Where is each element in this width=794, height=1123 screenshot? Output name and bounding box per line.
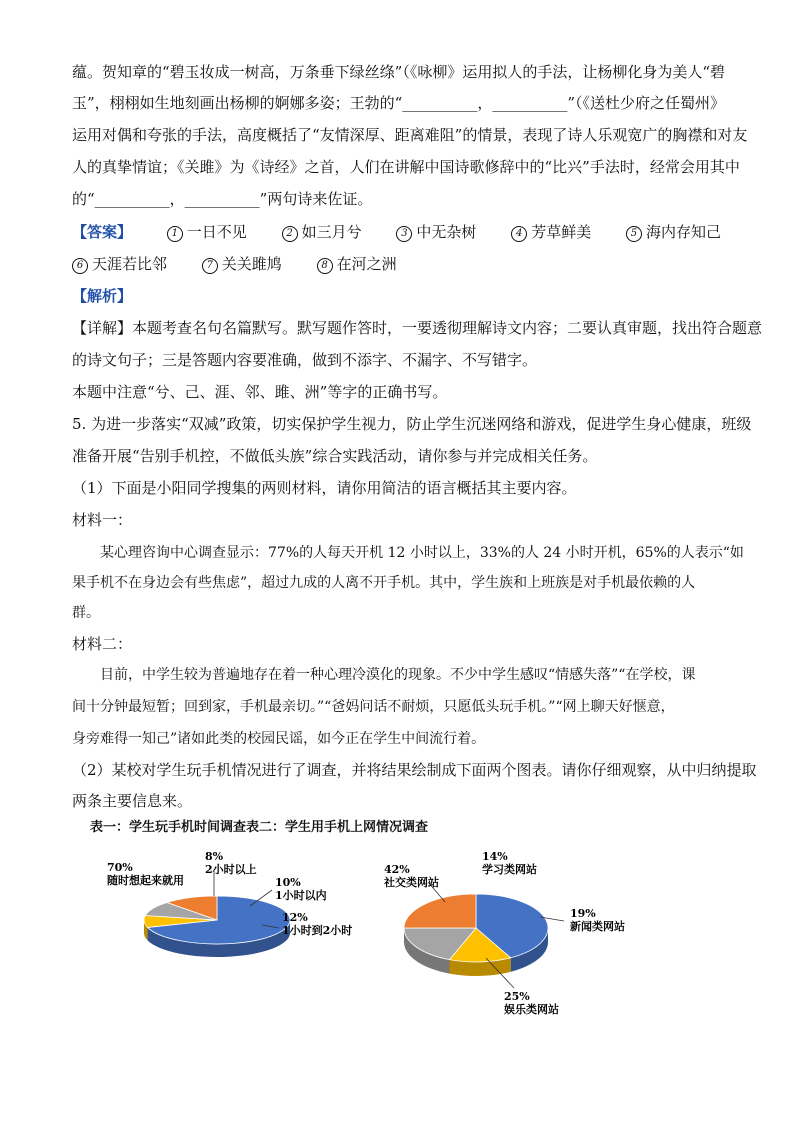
category-label: 2小时以上 [205, 863, 257, 876]
material2-line-3: 身旁难得一知己”诸如此类的校园民谣，如今正在学生中间流行着。 [72, 731, 486, 747]
intro-line-2: 玉”，栩栩如生地刻画出杨柳的婀娜多姿；王勃的“__________，__________”（《送杜少府之任蜀州》 [72, 94, 726, 112]
material2-line-2: 间十分钟最短暂；回到家，手机最亲切。”“爸妈问话不耐烦，只愿低头玩手机。”“网上聊天好惬意， [72, 699, 675, 715]
q5-sub2-line-2: 两条主要信息来。 [72, 792, 193, 810]
detail-line-2: 的诗文句子；三是答题内容要准确，做到不添字、不漏字、不写错字。 [72, 351, 538, 369]
detail-line-1: 【详解】本题考查名句名篇默写。默写题作答时，一要透彻理解诗文内容；二要认真审题，找出符合题意 [72, 319, 763, 337]
data-label: 70% [107, 861, 133, 874]
answer-text: 在河之洲 [336, 255, 397, 273]
answer-text: 关关雎鸠 [221, 255, 282, 273]
data-label: 10% [275, 876, 301, 889]
data-label: 14% [482, 850, 508, 863]
category-label: 社交类网站 [384, 876, 439, 889]
answer-text: 一日不见 [186, 223, 247, 241]
pie-chart-1 [107, 850, 352, 957]
material1-line-1: 某心理咨询中心调查显示：77%的人每天开机 12 小时以上，33%的人 24 小时开机，65%的人表示“如 [100, 545, 744, 561]
circled-number: 3 [396, 226, 412, 242]
material1-label: 材料一： [72, 511, 133, 529]
material2-label: 材料二： [72, 635, 133, 653]
category-label: 学习类网站 [482, 863, 537, 876]
data-label: 19% [570, 907, 596, 920]
intro-line-5: 的“__________，__________”两句诗来佐证。 [72, 190, 373, 208]
data-label: 25% [504, 990, 530, 1003]
material1-line-3: 群。 [72, 605, 100, 621]
category-label: 1小时到2小时 [282, 924, 353, 937]
material1-line-2: 果手机不在身边会有些焦虑”，超过九成的人离不开手机。其中，学生族和上班族是对手机最依赖的人 [72, 575, 696, 591]
circled-number: 1 [167, 226, 183, 242]
answer-text: 如三月兮 [301, 223, 362, 241]
circled-number: 8 [317, 258, 333, 274]
analysis-label: 【解析】 [72, 287, 133, 305]
answer-text: 天涯若比邻 [92, 255, 168, 273]
q5-line-1: 5. 为进一步落实“双减”政策，切实保护学生视力，防止学生沉迷网络和游戏，促进学生身心健康，班级 [72, 415, 752, 433]
circled-number: 5 [626, 226, 642, 242]
data-label: 8% [205, 850, 224, 863]
material2-line-1: 目前，中学生较为普遍地存在着一种心理冷漠化的现象。不少中学生感叹“情感失落”“在学校，课 [100, 667, 696, 683]
answer-text: 海内存知己 [645, 223, 721, 241]
category-label: 新闻类网站 [570, 920, 625, 933]
category-label: 娱乐类网站 [504, 1003, 559, 1016]
q5-line-2: 准备开展“告别手机控，不做低头族”综合实践活动，请你参与并完成相关任务。 [72, 447, 598, 465]
circled-number: 6 [72, 258, 88, 274]
data-label: 42% [384, 863, 410, 876]
charts-title: 表一：学生玩手机时间调查表二：学生用手机上网情况调查 [90, 820, 429, 835]
analysis-note: 本题中注意“兮、己、涯、邻、雎、洲”等字的正确书写。 [72, 383, 448, 401]
pie-slice-4 [404, 894, 476, 928]
intro-line-1: 蕴。贺知章的“碧玉妆成一树高，万条垂下绿丝绦”（《咏柳》运用拟人的手法，让杨柳化身为美人“碧 [72, 63, 726, 81]
data-label: 12% [282, 911, 308, 924]
q5-sub2-line-1: （2）某校对学生玩手机情况进行了调查，并将结果绘制成下面两个图表。请你仔细观察，从中归纳提取 [72, 761, 757, 779]
category-label: 1小时以内 [275, 889, 327, 902]
q5-sub1: （1）下面是小阳同学搜集的两则材料，请你用简洁的语言概括其主要内容。 [72, 479, 577, 497]
answer-text: 芳草鲜美 [531, 223, 592, 241]
answer-text: 中无杂树 [416, 223, 477, 241]
answer-label: 【答案】 [72, 223, 133, 241]
circled-number: 2 [282, 226, 298, 242]
category-label: 随时想起来就用 [107, 874, 184, 887]
intro-line-4: 人的真挚情谊；《关雎》为《诗经》之首，人们在讲解中国诗歌修辞中的“比兴”手法时，经常会用其中 [72, 158, 740, 176]
circled-number: 4 [511, 226, 527, 242]
pie-chart-2 [383, 850, 625, 1016]
circled-number: 7 [202, 258, 218, 274]
intro-line-3: 运用对偶和夸张的手法，高度概括了“友情深厚、距离难阻”的情景，表现了诗人乐观宽广的胸襟和对友 [72, 126, 748, 144]
